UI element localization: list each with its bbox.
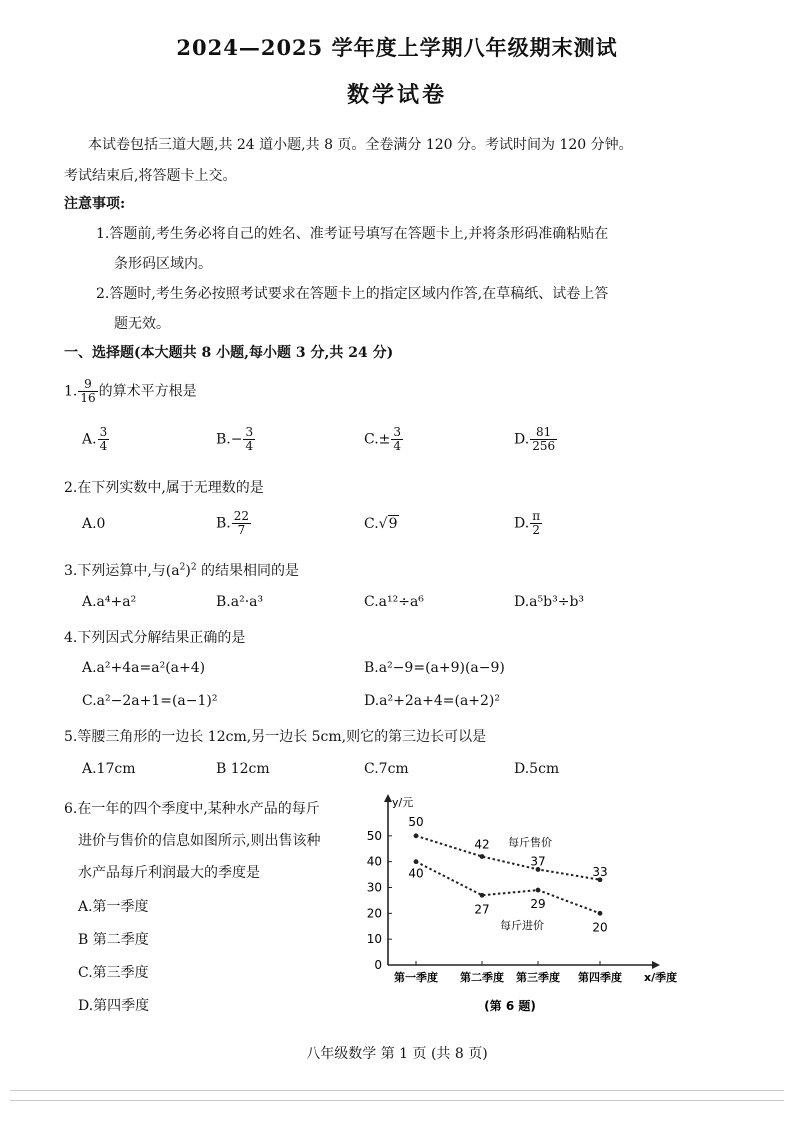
data-label-buy: 27	[474, 902, 490, 917]
x-axis-label: x/季度	[644, 971, 678, 984]
data-point	[480, 893, 485, 898]
question-1	[64, 378, 197, 405]
x-tick-label: 第三季度	[516, 971, 560, 984]
data-label-sell: 33	[592, 864, 608, 879]
legend-label-sell: 每斤售价	[508, 836, 552, 850]
y-tick-label: 10	[366, 932, 382, 947]
x-tick-label: 第一季度	[394, 971, 438, 984]
q2-option-c: C.√9	[364, 516, 398, 532]
note-2-line-2: 题无效。	[114, 316, 170, 332]
q2-option-d: D. $\frac{\pi}{2}$	[514, 509, 541, 537]
section-1-heading: 一、选择题(本大题共 8 小题,每小题 3 分,共 24 分)	[64, 345, 394, 361]
q3-option-d: D.a⁵b³÷b³	[514, 594, 585, 610]
q2-option-a: A.0	[82, 516, 106, 532]
note-2-line-1: 2.答题时,考生务必按照考试要求在答题卡上的指定区域内作答,在草稿纸、试卷上答	[96, 286, 609, 302]
exam-subtitle: 数学试卷	[346, 82, 447, 108]
q6-option-d: D.第四季度	[78, 998, 150, 1014]
q4-option-a: A.a²+4a=a²(a+4)	[82, 660, 206, 676]
q1-option-c: C.± $\frac{3}{4}$	[364, 425, 402, 453]
x-axis-arrow	[652, 961, 660, 969]
intro-line-1: 本试卷包括三道大题,共 24 道小题,共 8 页。全卷满分 120 分。考试时间为 120 分钟。	[88, 137, 633, 153]
data-label-buy: 40	[408, 866, 424, 881]
q6-option-b: B 第二季度	[78, 932, 149, 948]
data-label-sell: 50	[408, 814, 424, 829]
data-label-buy: 20	[592, 920, 608, 935]
question-3: 3.下列运算中,与$(a^2)^2$ 的结果相同的是	[64, 562, 300, 579]
y-tick-label: 40	[366, 854, 382, 869]
question-2: 2.在下列实数中,属于无理数的是	[64, 480, 264, 496]
page-footer: 八年级数学 第 1 页 (共 8 页)	[306, 1046, 488, 1062]
question-6-line-2: 进价与售价的信息如图所示,则出售该种	[78, 833, 321, 849]
page-divider	[10, 1090, 784, 1091]
question-5: 5.等腰三角形的一边长 12cm,另一边长 5cm,则它的第三边长可以是	[64, 729, 487, 745]
q4-option-d: D.a²+2a+4=(a+2)²	[364, 693, 501, 709]
q1-number: 1.	[64, 383, 78, 400]
q6-line-chart	[360, 790, 690, 1025]
note-1-line-2: 条形码区域内。	[114, 256, 212, 272]
question-6-line-3: 水产品每斤利润最大的季度是	[78, 865, 260, 881]
data-point	[598, 911, 603, 916]
data-label-buy: 29	[530, 897, 546, 912]
y-tick-label: 20	[366, 906, 382, 921]
data-point	[536, 888, 541, 893]
legend-label-buy: 每斤进价	[500, 918, 544, 932]
q1-fraction: $\frac{9}{16}$	[80, 377, 96, 405]
page-divider-2	[10, 1100, 784, 1101]
q3-option-b: B.a²·a³	[216, 594, 264, 610]
x-tick-label: 第四季度	[578, 971, 622, 984]
data-point	[414, 859, 419, 864]
data-label-sell: 42	[474, 837, 490, 852]
q2-option-b: B. $\frac{22}{7}$	[216, 509, 250, 537]
y-axis-arrow	[384, 794, 392, 802]
notes-heading: 注意事项:	[64, 196, 126, 212]
q5-option-a: A.17cm	[82, 761, 136, 777]
q6-option-a: A.第一季度	[78, 899, 149, 915]
data-point	[480, 854, 485, 859]
exam-title: 2024—2025 学年度上学期八年级期末测试	[176, 35, 618, 60]
q1-option-d: D. $\frac{81}{256}$	[514, 425, 556, 453]
q3-option-c: C.a¹²÷a⁶	[364, 594, 424, 610]
data-label-sell: 37	[530, 854, 546, 869]
note-1-line-1: 1.答题前,考生务必将自己的姓名、准考证号填写在答题卡上,并将条形码准确粘贴在	[96, 226, 609, 242]
series-line-buy	[416, 862, 600, 917]
q3-option-a: A.a⁴+a²	[82, 594, 137, 610]
question-6-line-1: 6.在一年的四个季度中,某种水产品的每斤	[64, 801, 320, 817]
q4-option-c: C.a²−2a+1=(a−1)²	[82, 693, 218, 709]
x-tick-label: 第二季度	[460, 971, 504, 984]
q1-option-b: B.− $\frac{3}{4}$	[216, 425, 254, 453]
y-tick-label: 30	[366, 880, 382, 895]
q5-option-b: B 12cm	[216, 761, 270, 777]
chart-caption: (第 6 题)	[484, 999, 536, 1013]
data-point	[414, 833, 419, 838]
q4-option-b: B.a²−9=(a+9)(a−9)	[364, 660, 505, 676]
question-4: 4.下列因式分解结果正确的是	[64, 630, 246, 646]
y-tick-label: 0	[374, 958, 382, 972]
y-tick-label: 50	[366, 828, 382, 843]
intro-line-2: 考试结束后,将答题卡上交。	[64, 168, 237, 184]
q1-text: 的算术平方根是	[98, 383, 197, 400]
q5-option-d: D.5cm	[514, 761, 560, 777]
q5-option-c: C.7cm	[364, 761, 409, 777]
q6-option-c: C.第三季度	[78, 965, 149, 981]
q1-option-a: A. $\frac{3}{4}$	[82, 425, 108, 453]
y-axis-label: y/元	[392, 796, 414, 809]
